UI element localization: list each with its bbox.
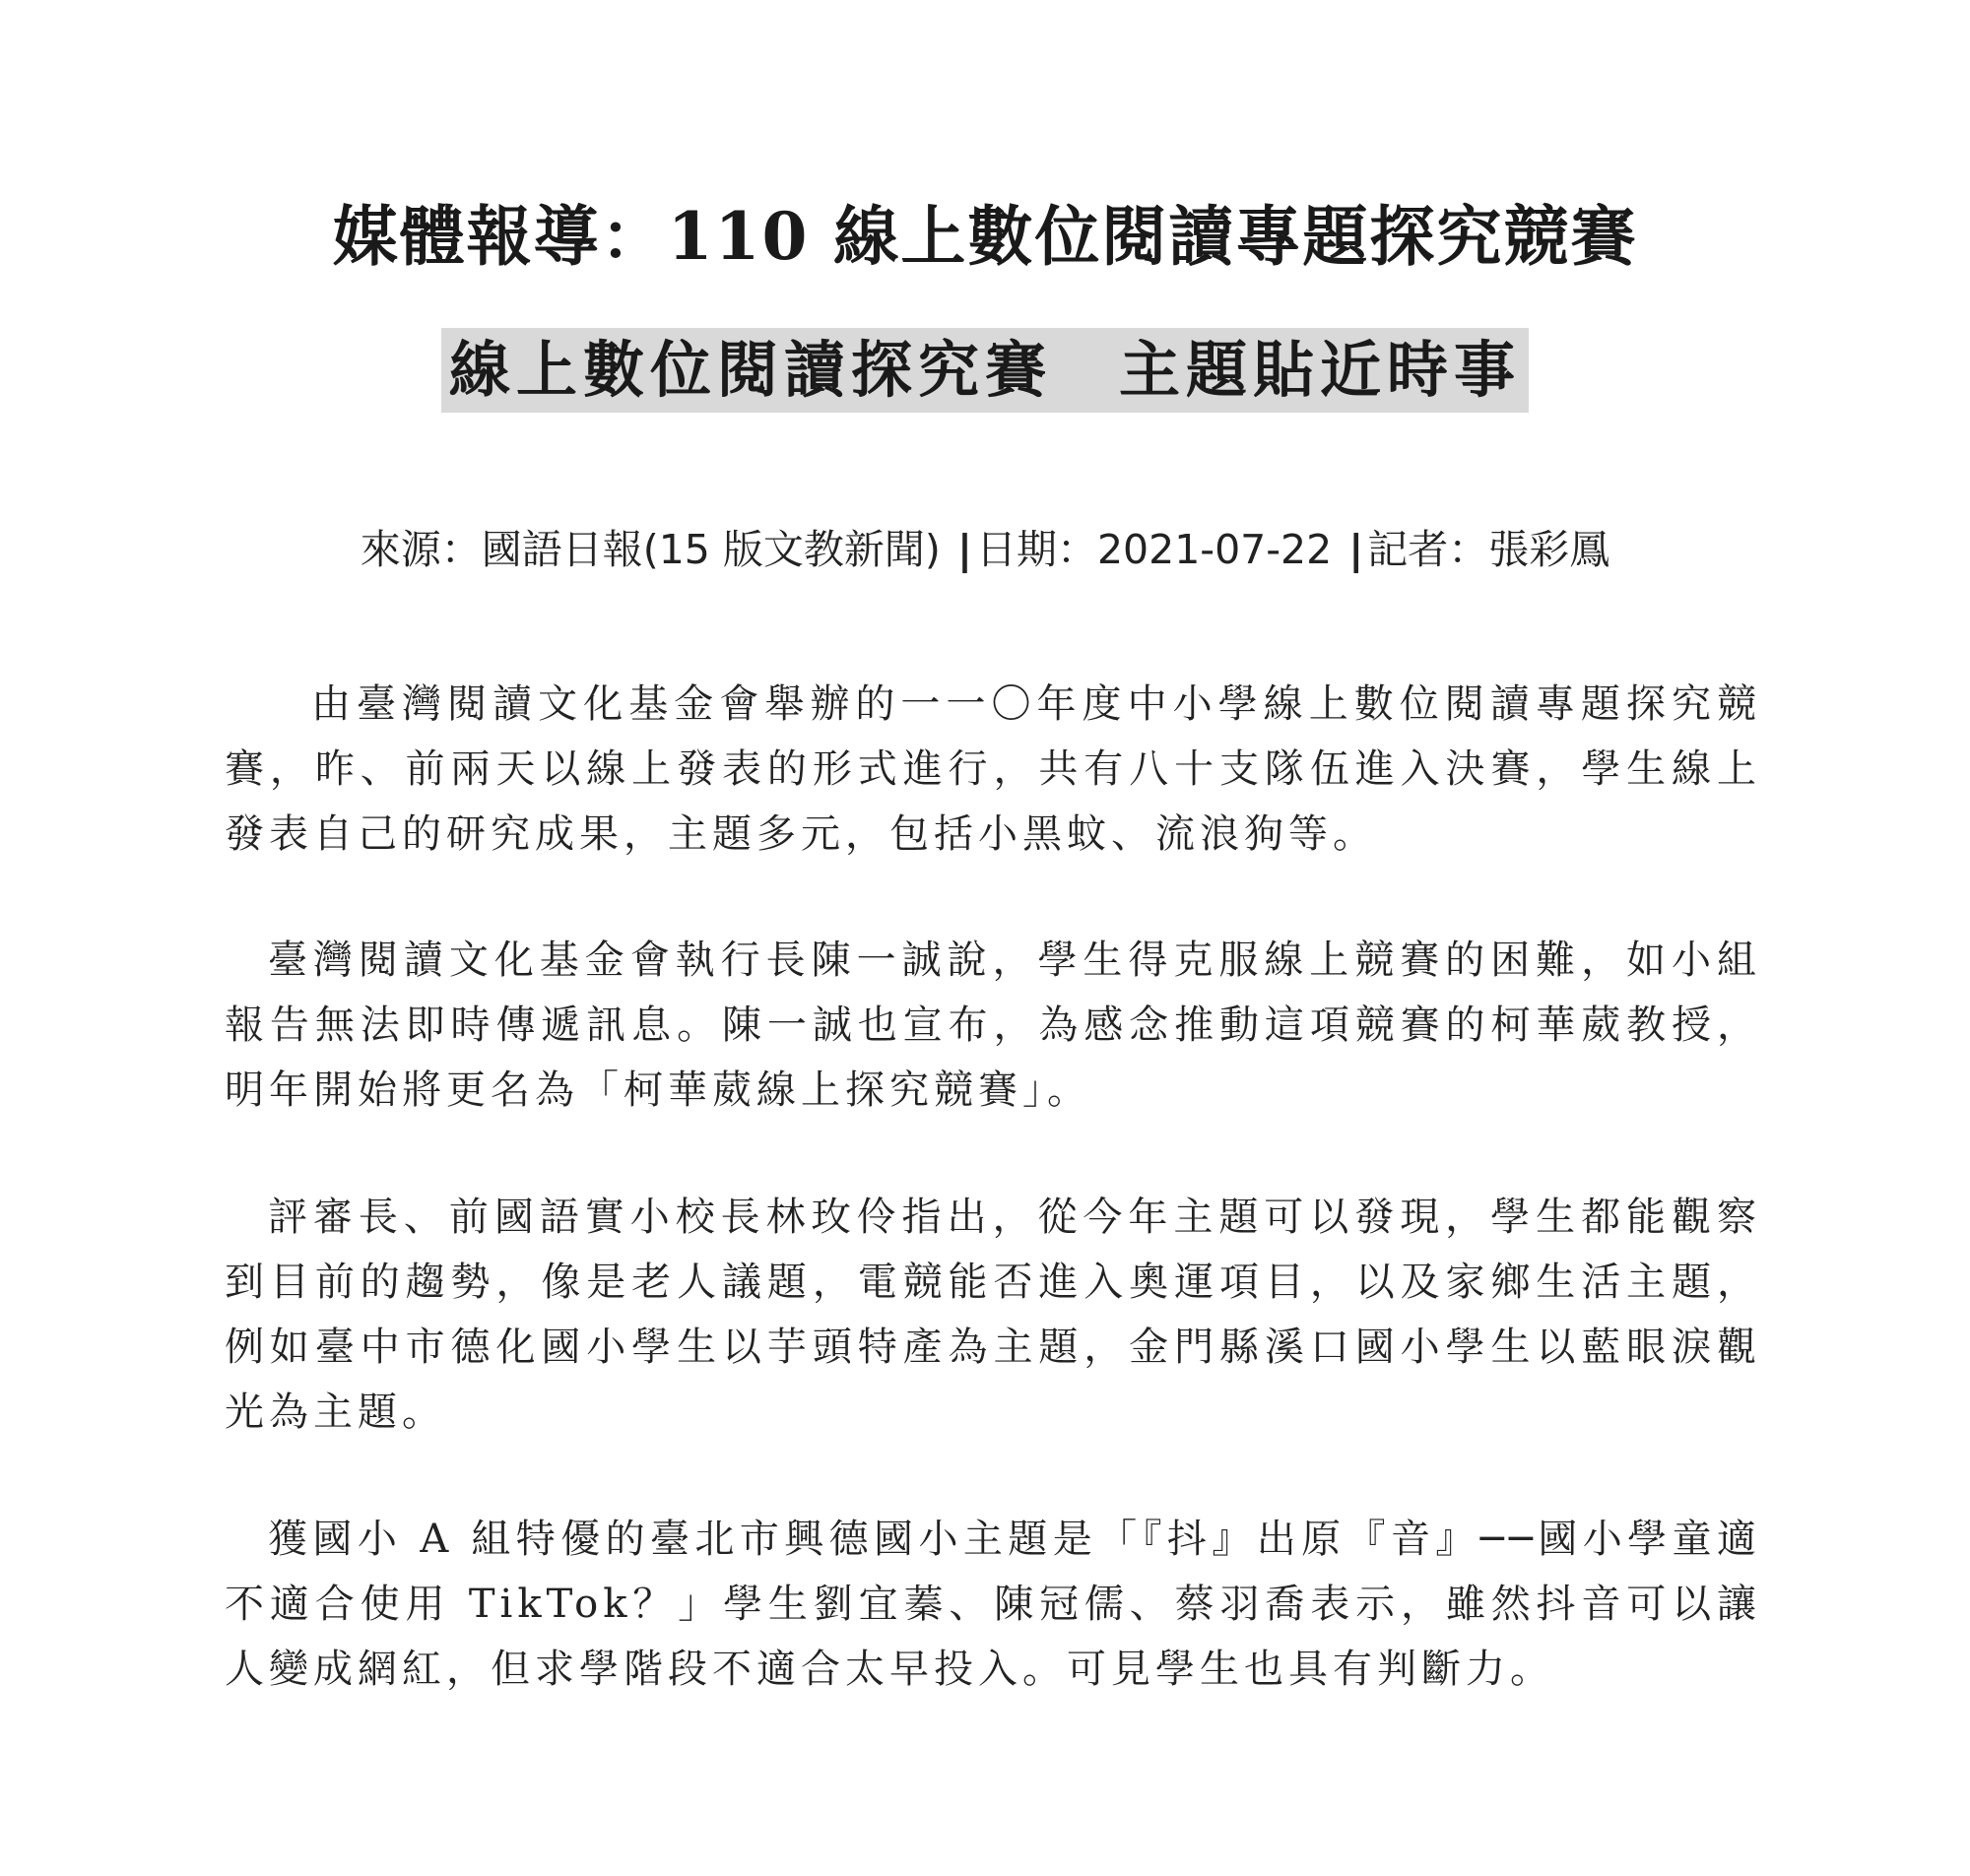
meta-separator: | xyxy=(956,526,972,573)
article-paragraph: 由臺灣閱讀文化基金會舉辦的一一〇年度中小學線上數位閱讀專題探究競賽，昨、前兩天以線上發表的形式進行，共有八十支隊伍進入決賽，學生線上發表自己的研究成果，主題多元，包括小黑蚊、流浪狗等。 xyxy=(225,681,1761,857)
article-paragraph: 臺灣閱讀文化基金會執行長陳一誠說，學生得克服線上競賽的困難，如小組報告無法即時傳遞訊息。陳一誠也宣布，為感念推動這項競賽的柯華葳教授，明年開始將更名為「柯華葳線上探究競賽」。 xyxy=(225,938,1761,1113)
document-subtitle: 線上數位閱讀探究賽 主題貼近時事 xyxy=(441,328,1529,413)
meta-separator: | xyxy=(1348,526,1364,573)
article-meta xyxy=(0,522,1970,577)
meta-date: 日期：2021-07-22 xyxy=(975,526,1333,573)
document-title: 媒體報導：110 線上數位閱讀專題探究競賽 xyxy=(332,198,1638,275)
meta-source: 來源：國語日報(15 版文教新聞) xyxy=(360,526,941,573)
article-paragraph: 獲國小 A 組特優的臺北市興德國小主題是「『抖』出原『音』──國小學童適不適合使用 TikTok？」學生劉宜蓁、陳冠儒、蔡羽喬表示，雖然抖音可以讓人變成網紅，但求學階段不適合太早投入。可見學生也具有判斷力。 xyxy=(225,1517,1761,1692)
subtitle-container xyxy=(0,328,1970,413)
article-paragraph: 評審長、前國語實小校長林玫伶指出，從今年主題可以發現，學生都能觀察到目前的趨勢，像是老人議題，電競能否進入奧運項目，以及家鄉生活主題，例如臺中市德化國小學生以芋頭特產為主題，金門縣溪口國小學生以藍眼淚觀光為主題。 xyxy=(225,1195,1761,1435)
meta-reporter: 記者：張彩鳳 xyxy=(1367,526,1610,573)
